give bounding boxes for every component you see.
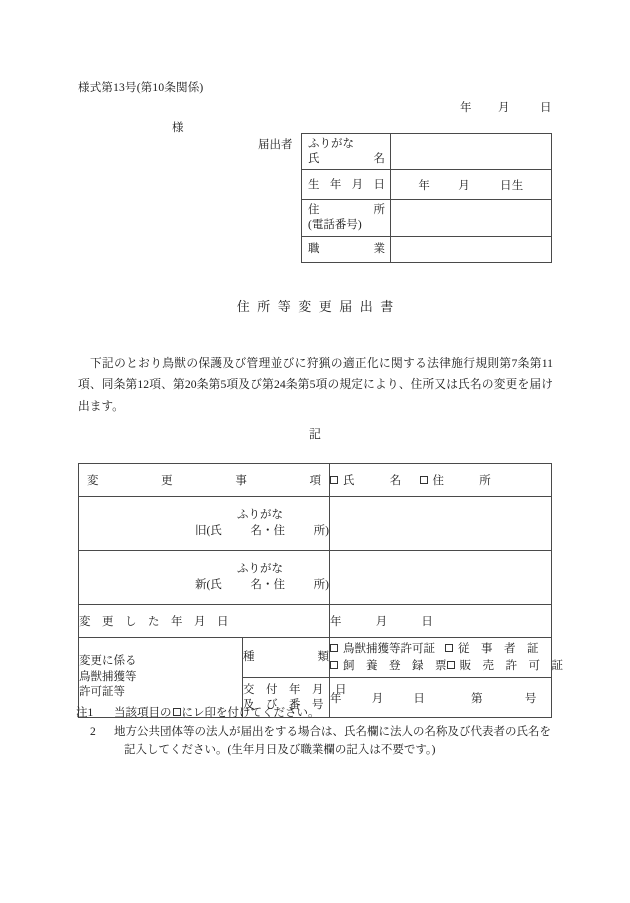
permit-type-label-left: 種 [243, 651, 255, 664]
permit-group-line-2: 鳥獣捕獲等 [79, 670, 137, 683]
change-date-day: 日 [421, 616, 434, 628]
birth-char-1: 生 [308, 178, 320, 191]
name-label-right: 名 [373, 152, 385, 165]
note-1-text-before: 当該項目の [114, 707, 172, 719]
change-item-char-1: 変 [87, 475, 99, 487]
form-number: 様式第13号(第10条関係) [78, 82, 204, 94]
permit-option-1-label: 鳥獣捕獲等許可証 [343, 643, 435, 656]
permit-option-2[interactable] [445, 641, 551, 657]
page-title: 住所等変更届出書 [236, 299, 401, 314]
new-label-middle: 名・住 [250, 578, 285, 591]
note-2-line-1: 地方公共団体等の法人が届出をする場合は、氏名欄に法人の名称及び代表者の氏名を [114, 725, 551, 738]
permit-type-label-right: 類 [317, 651, 329, 664]
checkbox-worker-cert-icon[interactable] [445, 644, 453, 652]
issue-number-suffix: 号 [524, 692, 537, 705]
permit-type-options-row-1 [330, 641, 551, 657]
note-item-2 [76, 723, 566, 742]
occupation-label-right: 業 [373, 243, 385, 256]
birth-month: 月 [458, 179, 470, 192]
table-row-change-date [79, 605, 552, 638]
name-label-line [308, 152, 385, 167]
submission-date-month: 月 [498, 102, 510, 114]
body-paragraph: 下記のとおり鳥獣の保護及び管理並びに狩猟の適正化に関する法律施行規則第7条第11項、同条第12項、第20条第5項及び第24条第5項の規定により、住所又は氏名の変更を届け出ます。 [78, 357, 553, 413]
permit-option-2-label: 従 事 者 証 [458, 643, 539, 656]
issue-label-line-2: 及 び 番 号 [243, 698, 324, 711]
note-item-1 [76, 704, 566, 723]
change-item-char-3: 事 [235, 475, 247, 487]
permit-type-options [330, 638, 563, 678]
occupation-label-line [308, 242, 385, 257]
table-row-address [302, 200, 552, 236]
name-label-left: 氏 [308, 152, 320, 165]
input-new-values[interactable] [330, 551, 552, 605]
table-row-occupation [302, 236, 552, 262]
phone-label-line: (電話番号) [308, 219, 362, 232]
issue-label-line-1: 交 付 年 月 日 [243, 683, 347, 696]
ki-marker: 記 [308, 427, 321, 441]
submission-date-line [0, 99, 552, 115]
submission-date-day: 日 [540, 102, 552, 114]
issue-number-prefix: 第 [471, 692, 483, 705]
issue-month: 月 [371, 692, 384, 705]
label-change-date: 変 更 し た 年 月 日 [79, 605, 330, 638]
submission-date-year: 年 [460, 102, 472, 114]
old-furigana-label: ふりがな [237, 509, 283, 522]
input-birthdate[interactable] [391, 170, 552, 200]
label-old-values [79, 497, 330, 551]
checkbox-name-icon[interactable] [330, 476, 338, 484]
table-row-permit-type [79, 638, 552, 678]
input-address[interactable] [391, 200, 552, 236]
input-old-values[interactable] [330, 497, 552, 551]
permit-option-4[interactable] [447, 658, 564, 674]
addressee-suffix: 様 [172, 122, 184, 134]
table-row-old-values [79, 497, 552, 551]
checkbox-breeding-registration-icon[interactable] [330, 661, 338, 669]
table-row-furigana-name [302, 134, 552, 170]
new-label-prefix: 新(氏 [195, 578, 222, 591]
change-item-char-2: 更 [161, 475, 173, 487]
table-row-birthdate [302, 170, 552, 200]
birth-char-2: 年 [329, 178, 342, 191]
checkbox-sales-permit-icon[interactable] [447, 661, 455, 669]
address-label-left: 住 [308, 204, 320, 217]
furigana-text: ふりがな [308, 138, 354, 150]
change-item-options [330, 464, 552, 497]
permit-option-4-label: 販 売 許 可 証 [459, 659, 563, 672]
address-label-right: 所 [373, 204, 385, 217]
option-label-name: 氏 名 [343, 475, 402, 487]
table-row-change-item [79, 464, 552, 497]
note-2-number: 2 [90, 725, 96, 738]
old-main-label [79, 524, 329, 539]
change-item-char-4: 項 [309, 475, 321, 487]
table-row-new-values [79, 551, 552, 605]
note-1-text-after: にレ印を付けてください。 [181, 707, 320, 719]
label-change-item [79, 464, 330, 497]
label-permit-type [243, 638, 330, 678]
label-address [302, 200, 391, 236]
checkbox-address-icon[interactable] [420, 476, 428, 484]
new-main-label [79, 578, 329, 593]
permit-option-3[interactable] [330, 658, 447, 674]
old-label-middle: 名・住 [250, 524, 285, 537]
permit-group-line-1: 変更に係る [79, 655, 137, 668]
input-occupation[interactable] [391, 236, 552, 262]
furigana-label-line [308, 137, 385, 152]
form-notes [76, 704, 566, 760]
occupation-label-left: 職 [308, 243, 320, 256]
change-item-label-line [79, 472, 329, 488]
birthdate-label-line [308, 178, 385, 193]
new-label-suffix: 所) [313, 578, 329, 591]
label-new-values [79, 551, 330, 605]
change-details-table [78, 463, 563, 718]
new-furigana-label: ふりがな [237, 563, 283, 576]
note-1-body [114, 704, 566, 723]
label-occupation [302, 236, 391, 262]
birth-char-4: 日 [373, 178, 385, 191]
birth-char-3: 月 [351, 178, 364, 191]
checkbox-capture-permit-icon[interactable] [330, 644, 338, 652]
permit-group-line-3: 許可証等 [79, 686, 125, 699]
issue-year: 年 [330, 692, 342, 705]
permit-option-1[interactable] [330, 641, 445, 657]
submitter-label: 届出者 [258, 139, 293, 151]
issue-day: 日 [413, 692, 426, 705]
label-birthdate [302, 170, 391, 200]
old-label-suffix: 所) [313, 524, 329, 537]
old-label-prefix: 旧(氏 [195, 524, 222, 537]
address-label-line [308, 203, 385, 218]
input-furigana-name[interactable] [391, 134, 552, 170]
option-label-address: 住 所 [432, 475, 491, 487]
input-change-date[interactable] [330, 605, 552, 638]
permit-type-label-line [243, 650, 329, 665]
label-furigana-name [302, 134, 391, 170]
note-1-number: 注1 [76, 707, 94, 719]
permit-type-options-row-2 [330, 658, 563, 674]
permit-option-3-label: 飼 養 登 録 票 [343, 659, 447, 672]
submitter-table [301, 133, 552, 263]
checkbox-example-icon [173, 708, 181, 716]
change-date-month: 月 [375, 616, 388, 628]
change-date-year: 年 [330, 616, 342, 628]
birth-year: 年 [418, 179, 431, 192]
birth-day: 日生 [500, 179, 524, 192]
note-2-line-2: 記入してください。(生年月日及び職業欄の記入は不要です。) [124, 744, 436, 757]
